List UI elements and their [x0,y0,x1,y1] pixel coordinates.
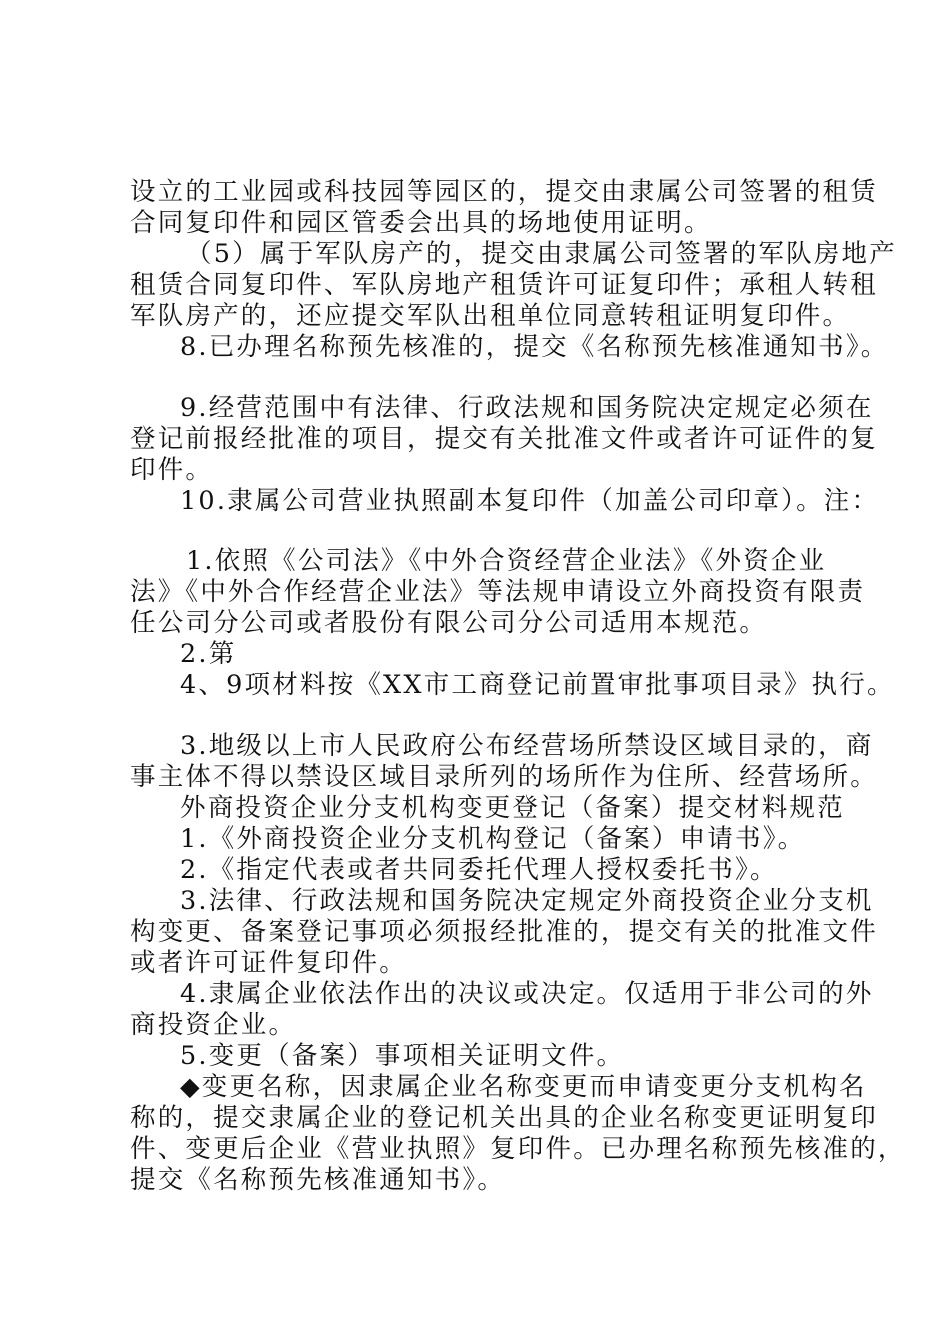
text-line: 任公司分公司或者股份有限公司分公司适用本规范。 [130,608,768,638]
text-line: ◆变更名称，因隶属企业名称变更而申请变更分支机构名 [180,1072,867,1102]
text-line: 构变更、备案登记事项必须报经批准的，提交有关的批准文件 [130,917,878,947]
text-line: 军队房产的，还应提交军队出租单位同意转租证明复印件。 [130,301,851,331]
text-line: 2.《指定代表或者共同委托代理人授权委托书》。 [180,855,778,885]
text-line: 1.《外商投资企业分支机构登记（备案）申请书》。 [180,824,806,854]
text-line: 4.隶属企业依法作出的决议或决定。仅适用于非公司的外 [180,979,874,1009]
text-line: 称的，提交隶属企业的登记机关出具的企业名称变更证明复印 [130,1103,878,1133]
text-line: 件、变更后企业《营业执照》复印件。已办理名称预先核准的， [130,1134,906,1164]
text-line: 5.变更（备案）事项相关证明文件。 [180,1041,625,1071]
text-line: 印件。 [130,455,214,485]
text-line: 合同复印件和园区管委会出具的场地使用证明。 [130,208,712,238]
text-line: 2.第 [180,639,237,669]
text-line: 10.隶属公司营业执照副本复印件（加盖公司印章）。注： [180,486,880,516]
section-heading: 外商投资企业分支机构变更登记（备案）提交材料规范 [180,793,845,823]
text-line: 事主体不得以禁设区域目录所列的场所作为住所、经营场所。 [130,762,878,792]
text-line: 提交《名称预先核准通知书》。 [130,1165,506,1195]
text-line: 商投资企业。 [130,1010,297,1040]
text-line: （5）属于军队房产的，提交由隶属公司签署的军队房地产 [186,239,897,269]
text-line: 3.地级以上市人民政府公布经营场所禁设区域目录的，商 [180,731,874,761]
text-line: 3.法律、行政法规和国务院决定规定外商投资企业分支机 [180,886,874,916]
text-line: 租赁合同复印件、军队房地产租赁许可证复印件；承租人转租 [130,270,878,300]
text-line: 登记前报经批准的项目，提交有关批准文件或者许可证件的复 [130,424,878,454]
text-line: 或者许可证件复印件。 [130,948,408,978]
text-line: 1.依照《公司法》《中外合资经营企业法》《外资企业 [186,546,827,576]
text-line: 法》《中外合作经营企业法》等法规申请设立外商投资有限责 [130,577,866,607]
text-line: 9.经营范围中有法律、行政法规和国务院决定规定必须在 [180,393,874,423]
text-line: 4、9项材料按《XX市工商登记前置审批事项目录》执行。 [180,670,895,700]
text-line: 设立的工业园或科技园等园区的，提交由隶属公司签署的租赁 [130,177,878,207]
text-line: 8.已办理名称预先核准的，提交《名称预先核准通知书》。 [180,332,889,362]
